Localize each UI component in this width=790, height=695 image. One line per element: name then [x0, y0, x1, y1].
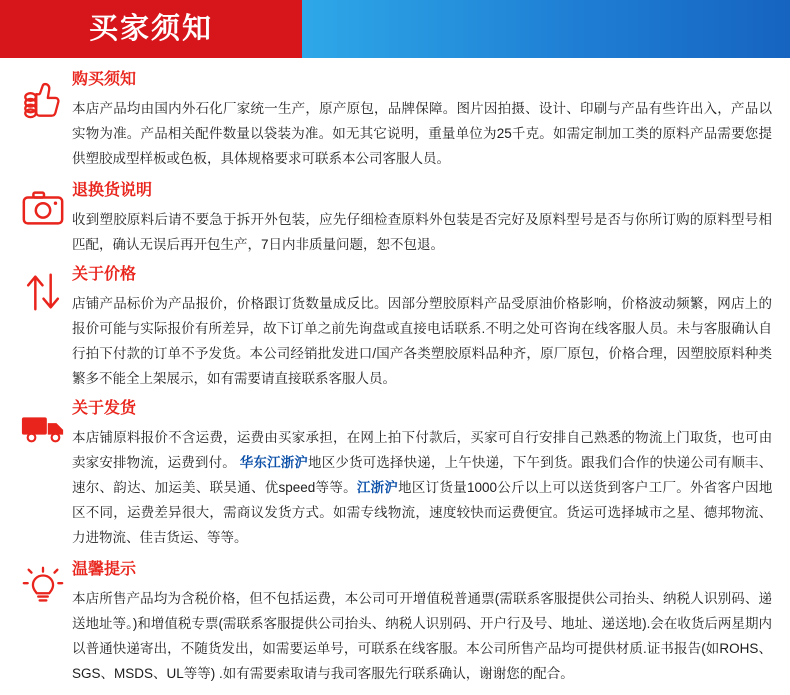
banner-title-block	[0, 0, 302, 58]
section-text	[72, 181, 772, 257]
page-title: 买家须知	[88, 13, 213, 45]
section-return-policy	[0, 171, 790, 257]
section-title: 退换货说明	[72, 182, 153, 199]
highlighted-region: 华东江浙沪	[239, 455, 309, 470]
section-icon-slot	[14, 399, 72, 449]
section-text	[72, 560, 772, 686]
section-body: 本店所售产品均为含税价格，但不包括运费，本公司可开增值税普通票(需联系客服提供公司抬头、纳税人识别码、递送地址等。)和增值税专票(需联系客服提供公司抬头、纳税人识别码、开户行及号、地址、递送地).会在收货后两星期内以普通快递寄出，不随货发出，如需要运单号，可联系在线客服。本公司所售产品均可提供材质.证书报告(如ROHS、SGS、MSDS、UL等等) .如有需要索取请与我司客服先行联系确认，谢谢您的配合。	[72, 591, 772, 681]
section-title: 温馨提示	[72, 561, 137, 578]
section-icon-slot	[14, 265, 72, 315]
notice-sections	[0, 58, 790, 686]
section-warm-tips	[0, 550, 790, 686]
section-text	[72, 399, 772, 550]
banner-gradient-bar	[302, 0, 790, 58]
section-shipping	[0, 391, 790, 550]
truck-icon	[20, 403, 66, 449]
section-text	[72, 70, 772, 171]
section-body: 本店铺原料报价不含运费，运费由买家承担，在网上拍下付款后，买家可自行安排自己熟悉的物流上门取货，也可由卖家安排物流，运费到付。 华东江浙沪地区少货可选择快递，上午快递，下午到货。跟我们合作的快递公司有顺丰、速尔、韵达、加运美、联昊通、优speed等等。江浙沪地区订货量1000公斤以上可以送货到客户工厂。外省客户因地区不同，运费差异很大，需商议发货方式。如需专线物流，速度较快而运费便宜。货运可选择城市之星、德邦物流、力进物流、佳吉货运、等等。	[72, 430, 773, 545]
page-banner	[0, 0, 790, 58]
section-icon-slot	[14, 70, 72, 120]
section-title: 购买须知	[72, 71, 137, 88]
section-body: 本店产品均由国内外石化厂家统一生产，原产原包，品牌保障。图片因拍摄、设计、印刷与产品有些许出入，产品以实物为准。产品相关配件数量以袋装为准。如无其它说明，重量单位为25千克。如需定制加工类的原料产品需要您提供塑胶成型样板或色板，具体规格要求可联系本公司客服人员。	[72, 101, 772, 166]
section-pricing	[0, 257, 790, 391]
up-down-arrows-icon	[20, 269, 66, 315]
section-purchase-notice	[0, 58, 790, 171]
section-title: 关于发货	[72, 400, 137, 417]
section-body: 收到塑胶原料后请不要急于拆开外包装，应先仔细检查原料外包装是否完好及原料型号是否与你所订购的原料型号相匹配，确认无误后再开包生产，7日内非质量问题，恕不包退。	[72, 212, 772, 252]
section-title: 关于价格	[72, 266, 137, 283]
section-icon-slot	[14, 181, 72, 231]
section-body: 店铺产品标价为产品报价，价格跟订货数量成反比。因部分塑胶原料产品受原油价格影响，价格波动频繁，网店上的报价可能与实际报价有所差异，故下订单之前先询盘或直接电话联系.不明之处可咨询在线客服人员。未与客服确认自行拍下付款的订单不予发货。本公司经销批发进口/国产各类塑胶原料品种齐，原厂原包，价格合理，因塑胶原料种类繁多不能全上架展示，如有需要请直接联系客服人员。	[72, 296, 772, 386]
lightbulb-icon	[20, 564, 66, 610]
section-text	[72, 265, 772, 391]
section-icon-slot	[14, 560, 72, 610]
highlighted-region: 江浙沪	[356, 480, 399, 495]
thumbs-up-icon	[20, 74, 66, 120]
camera-icon	[20, 185, 66, 231]
